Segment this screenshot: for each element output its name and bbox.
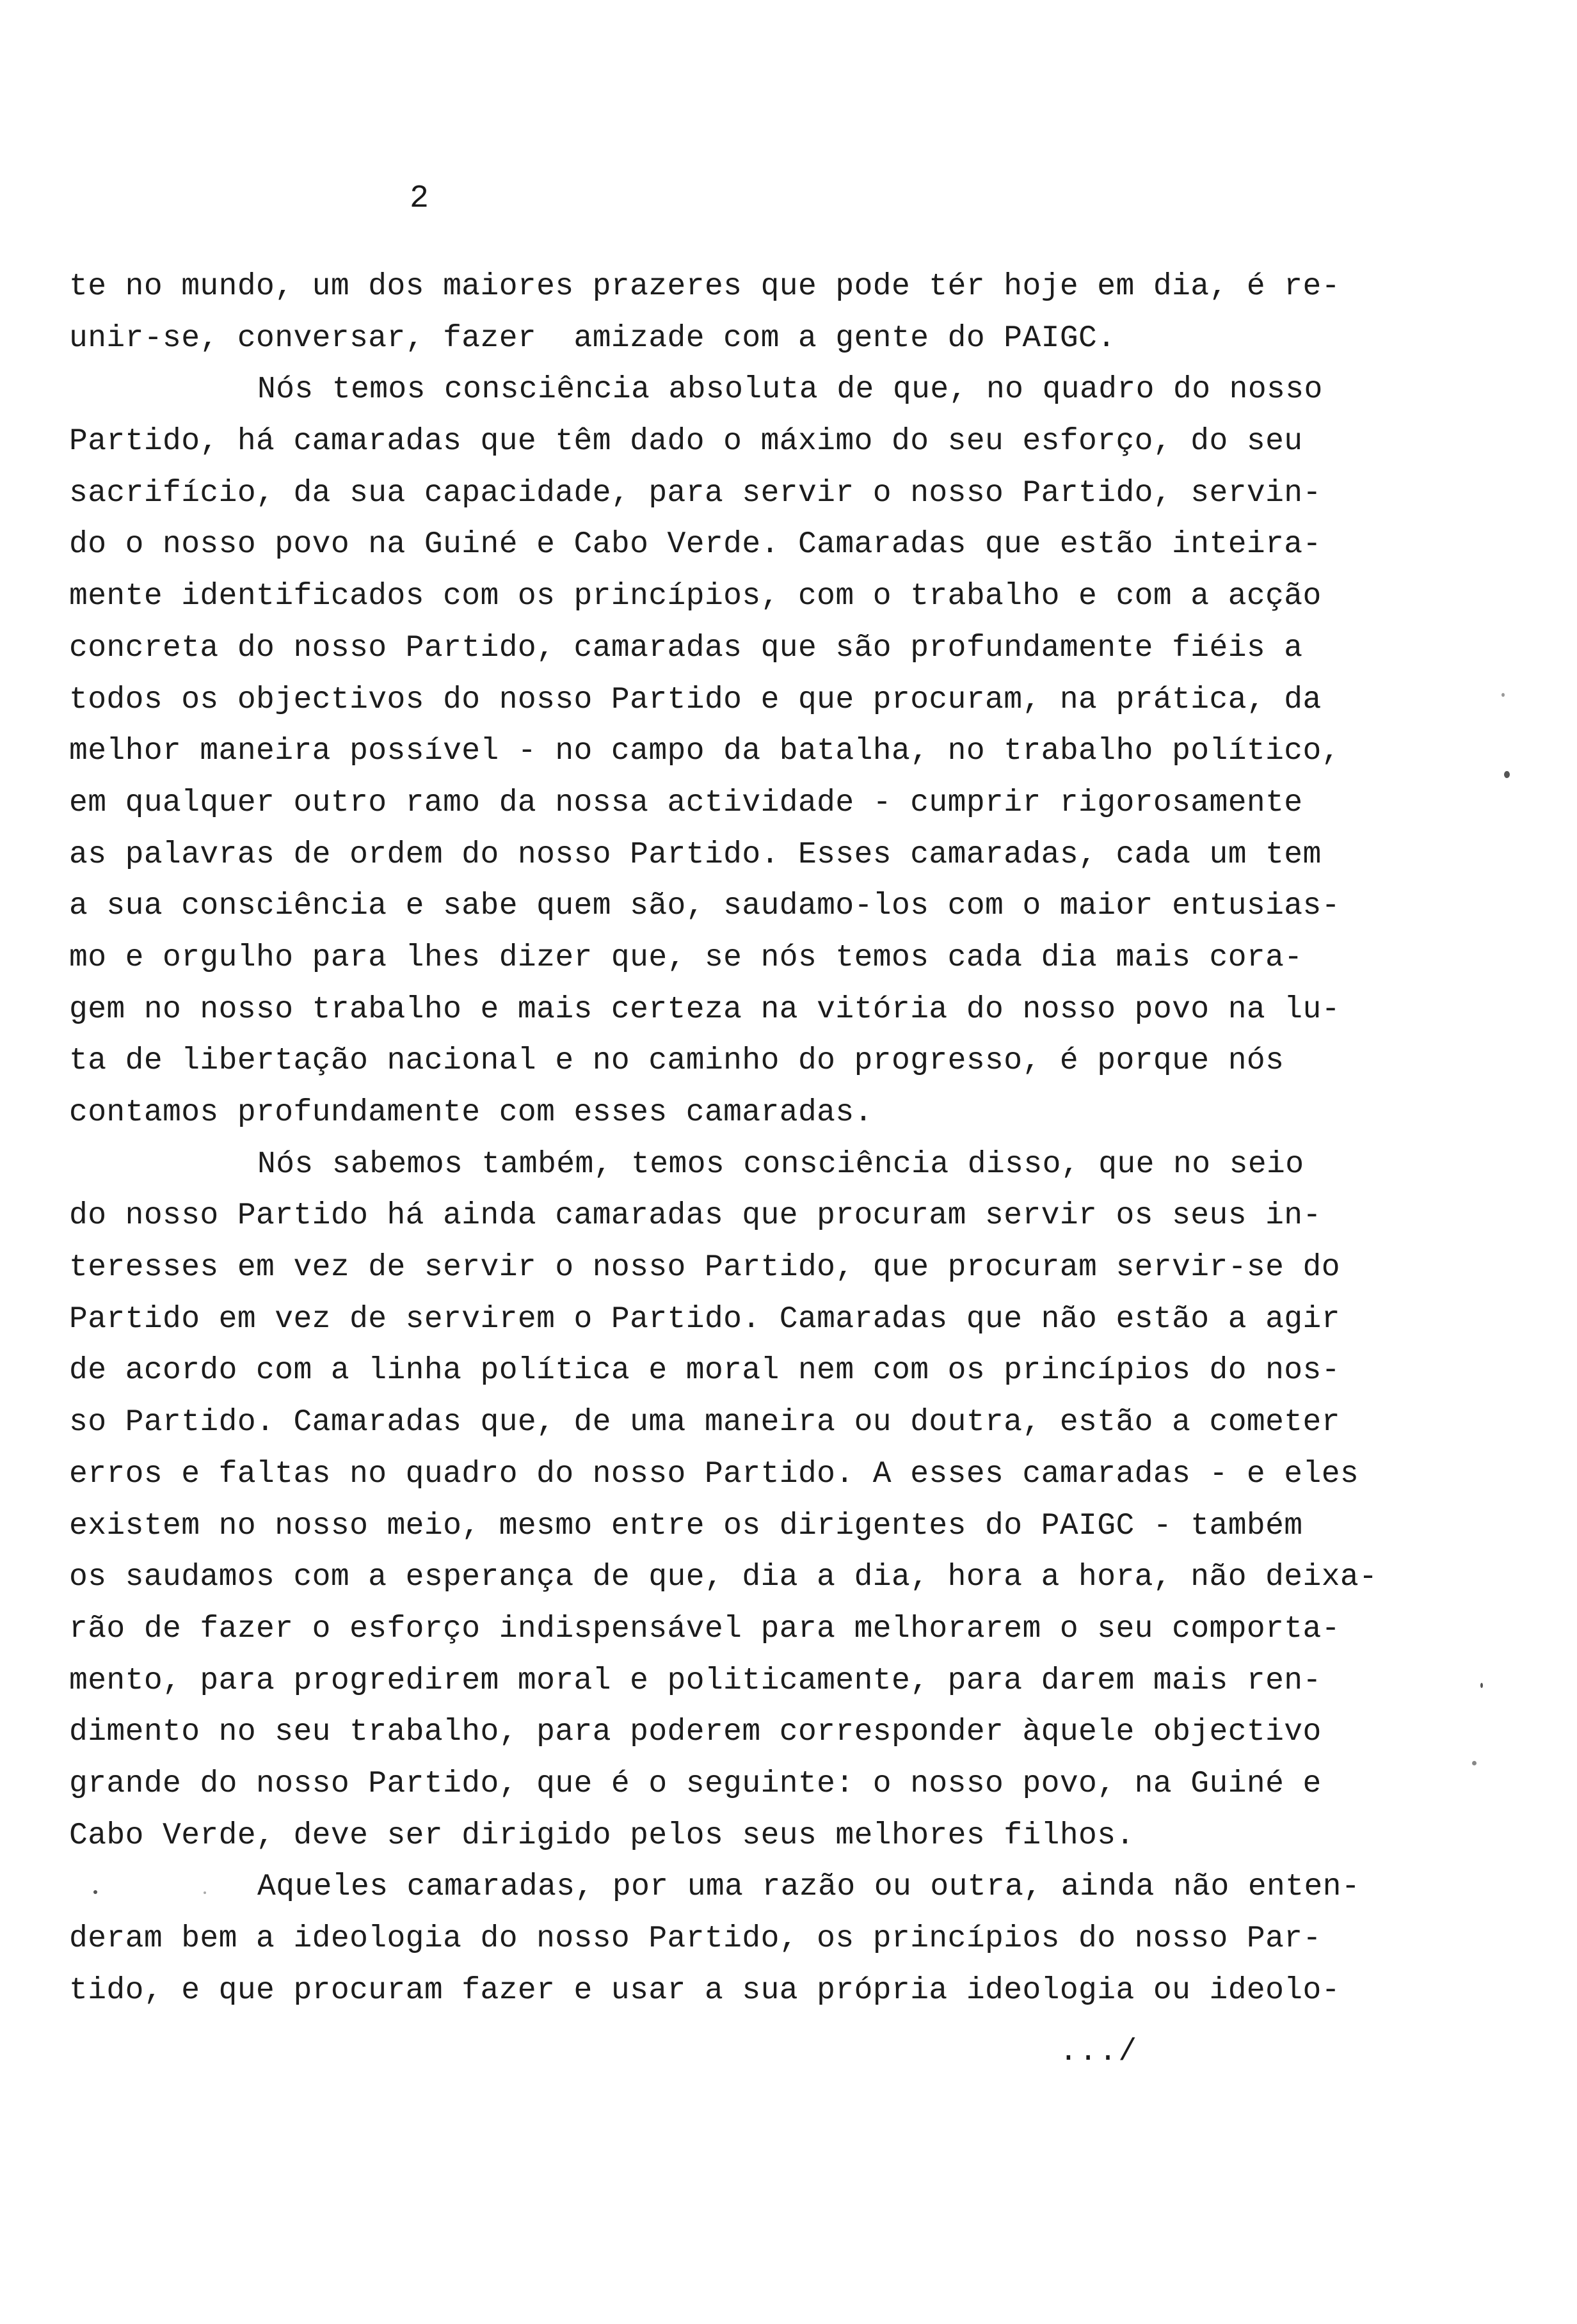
text-line: unir-se, conversar, fazer amizade com a gente do PAIGC. <box>69 321 1116 356</box>
text-line: Cabo Verde, deve ser dirigido pelos seus melhores filhos. <box>69 1818 1135 1853</box>
text-line: mento, para progredirem moral e politicamente, para darem mais ren- <box>69 1663 1322 1698</box>
text-line: de acordo com a linha política e moral nem com os princípios do nos- <box>69 1353 1340 1389</box>
text-line: todos os objectivos do nosso Partido e que procuram, na prática, da <box>69 682 1322 717</box>
text-line: teresses em vez de servir o nosso Partido, que procuram servir-se do <box>69 1250 1340 1285</box>
text-line: Partido em vez de servirem o Partido. Camaradas que não estão a agir <box>69 1301 1340 1337</box>
text-line: em qualquer outro ramo da nossa actividade - cumprir rigorosamente <box>69 785 1303 820</box>
text-line: grande do nosso Partido, que é o seguinte: o nosso povo, na Guiné e <box>69 1766 1322 1801</box>
scan-speck <box>1504 771 1510 778</box>
scan-speck <box>1501 693 1505 697</box>
scan-speck <box>1480 1683 1483 1688</box>
text-line: Partido, há camaradas que têm dado o máximo do seu esforço, do seu <box>69 424 1303 459</box>
page-number: 2 <box>410 180 429 217</box>
text-line: erros e faltas no quadro do nosso Partido. A esses camaradas - e eles <box>69 1456 1359 1492</box>
text-line: do o nosso povo na Guiné e Cabo Verde. Camaradas que estão inteira- <box>69 527 1322 562</box>
paragraph-first-line: Aqueles camaradas, por uma razão ou outra, ainda não enten- <box>257 1870 1361 1905</box>
text-line: so Partido. Camaradas que, de uma maneira ou doutra, estão a cometer <box>69 1405 1340 1440</box>
text-line: tido, e que procuram fazer e usar a sua própria ideologia ou ideolo- <box>69 1973 1340 2008</box>
text-line: mo e orgulho para lhes dizer que, se nós temos cada dia mais cora- <box>69 940 1303 975</box>
text-line: concreta do nosso Partido, camaradas que são profundamente fiéis a <box>69 630 1303 665</box>
text-line: contamos profundamente com esses camaradas. <box>69 1095 873 1130</box>
continuation-mark: .../ <box>1059 2035 1139 2069</box>
scan-speck <box>1472 1761 1477 1765</box>
text-line: ta de libertação nacional e no caminho do progresso, é porque nós <box>69 1044 1285 1079</box>
text-line: dimento no seu trabalho, para poderem corresponder àquele objectivo <box>69 1715 1322 1750</box>
text-line: a sua consciência e sabe quem são, saudamo-los com o maior entusias- <box>69 889 1340 924</box>
text-line: do nosso Partido há ainda camaradas que procuram servir os seus in- <box>69 1198 1322 1234</box>
scan-speck <box>93 1890 97 1894</box>
text-line: melhor maneira possível - no campo da batalha, no trabalho político, <box>69 734 1340 769</box>
text-line: rão de fazer o esforço indispensável para melhorarem o seu comporta- <box>69 1611 1340 1646</box>
text-line: te no mundo, um dos maiores prazeres que pode tér hoje em dia, é re- <box>69 269 1340 304</box>
body-text <box>69 261 1464 2016</box>
text-line: existem no nosso meio, mesmo entre os dirigentes do PAIGC - também <box>69 1508 1303 1543</box>
scan-speck <box>204 1891 206 1894</box>
paragraph-first-line: Nós temos consciência absoluta de que, no quadro do nosso <box>257 372 1323 408</box>
text-line: mente identificados com os princípios, com o trabalho e com a acção <box>69 579 1322 614</box>
paragraph-first-line: Nós sabemos também, temos consciência disso, que no seio <box>257 1147 1304 1182</box>
text-line: deram bem a ideologia do nosso Partido, os princípios do nosso Par- <box>69 1922 1322 1956</box>
text-line: sacrifício, da sua capacidade, para servir o nosso Partido, servin- <box>69 475 1322 511</box>
text-line: os saudamos com a esperança de que, dia a dia, hora a hora, não deixa- <box>69 1560 1378 1595</box>
text-line: as palavras de ordem do nosso Partido. Esses camaradas, cada um tem <box>69 837 1322 872</box>
text-line: gem no nosso trabalho e mais certeza na vitória do nosso povo na lu- <box>69 992 1340 1027</box>
